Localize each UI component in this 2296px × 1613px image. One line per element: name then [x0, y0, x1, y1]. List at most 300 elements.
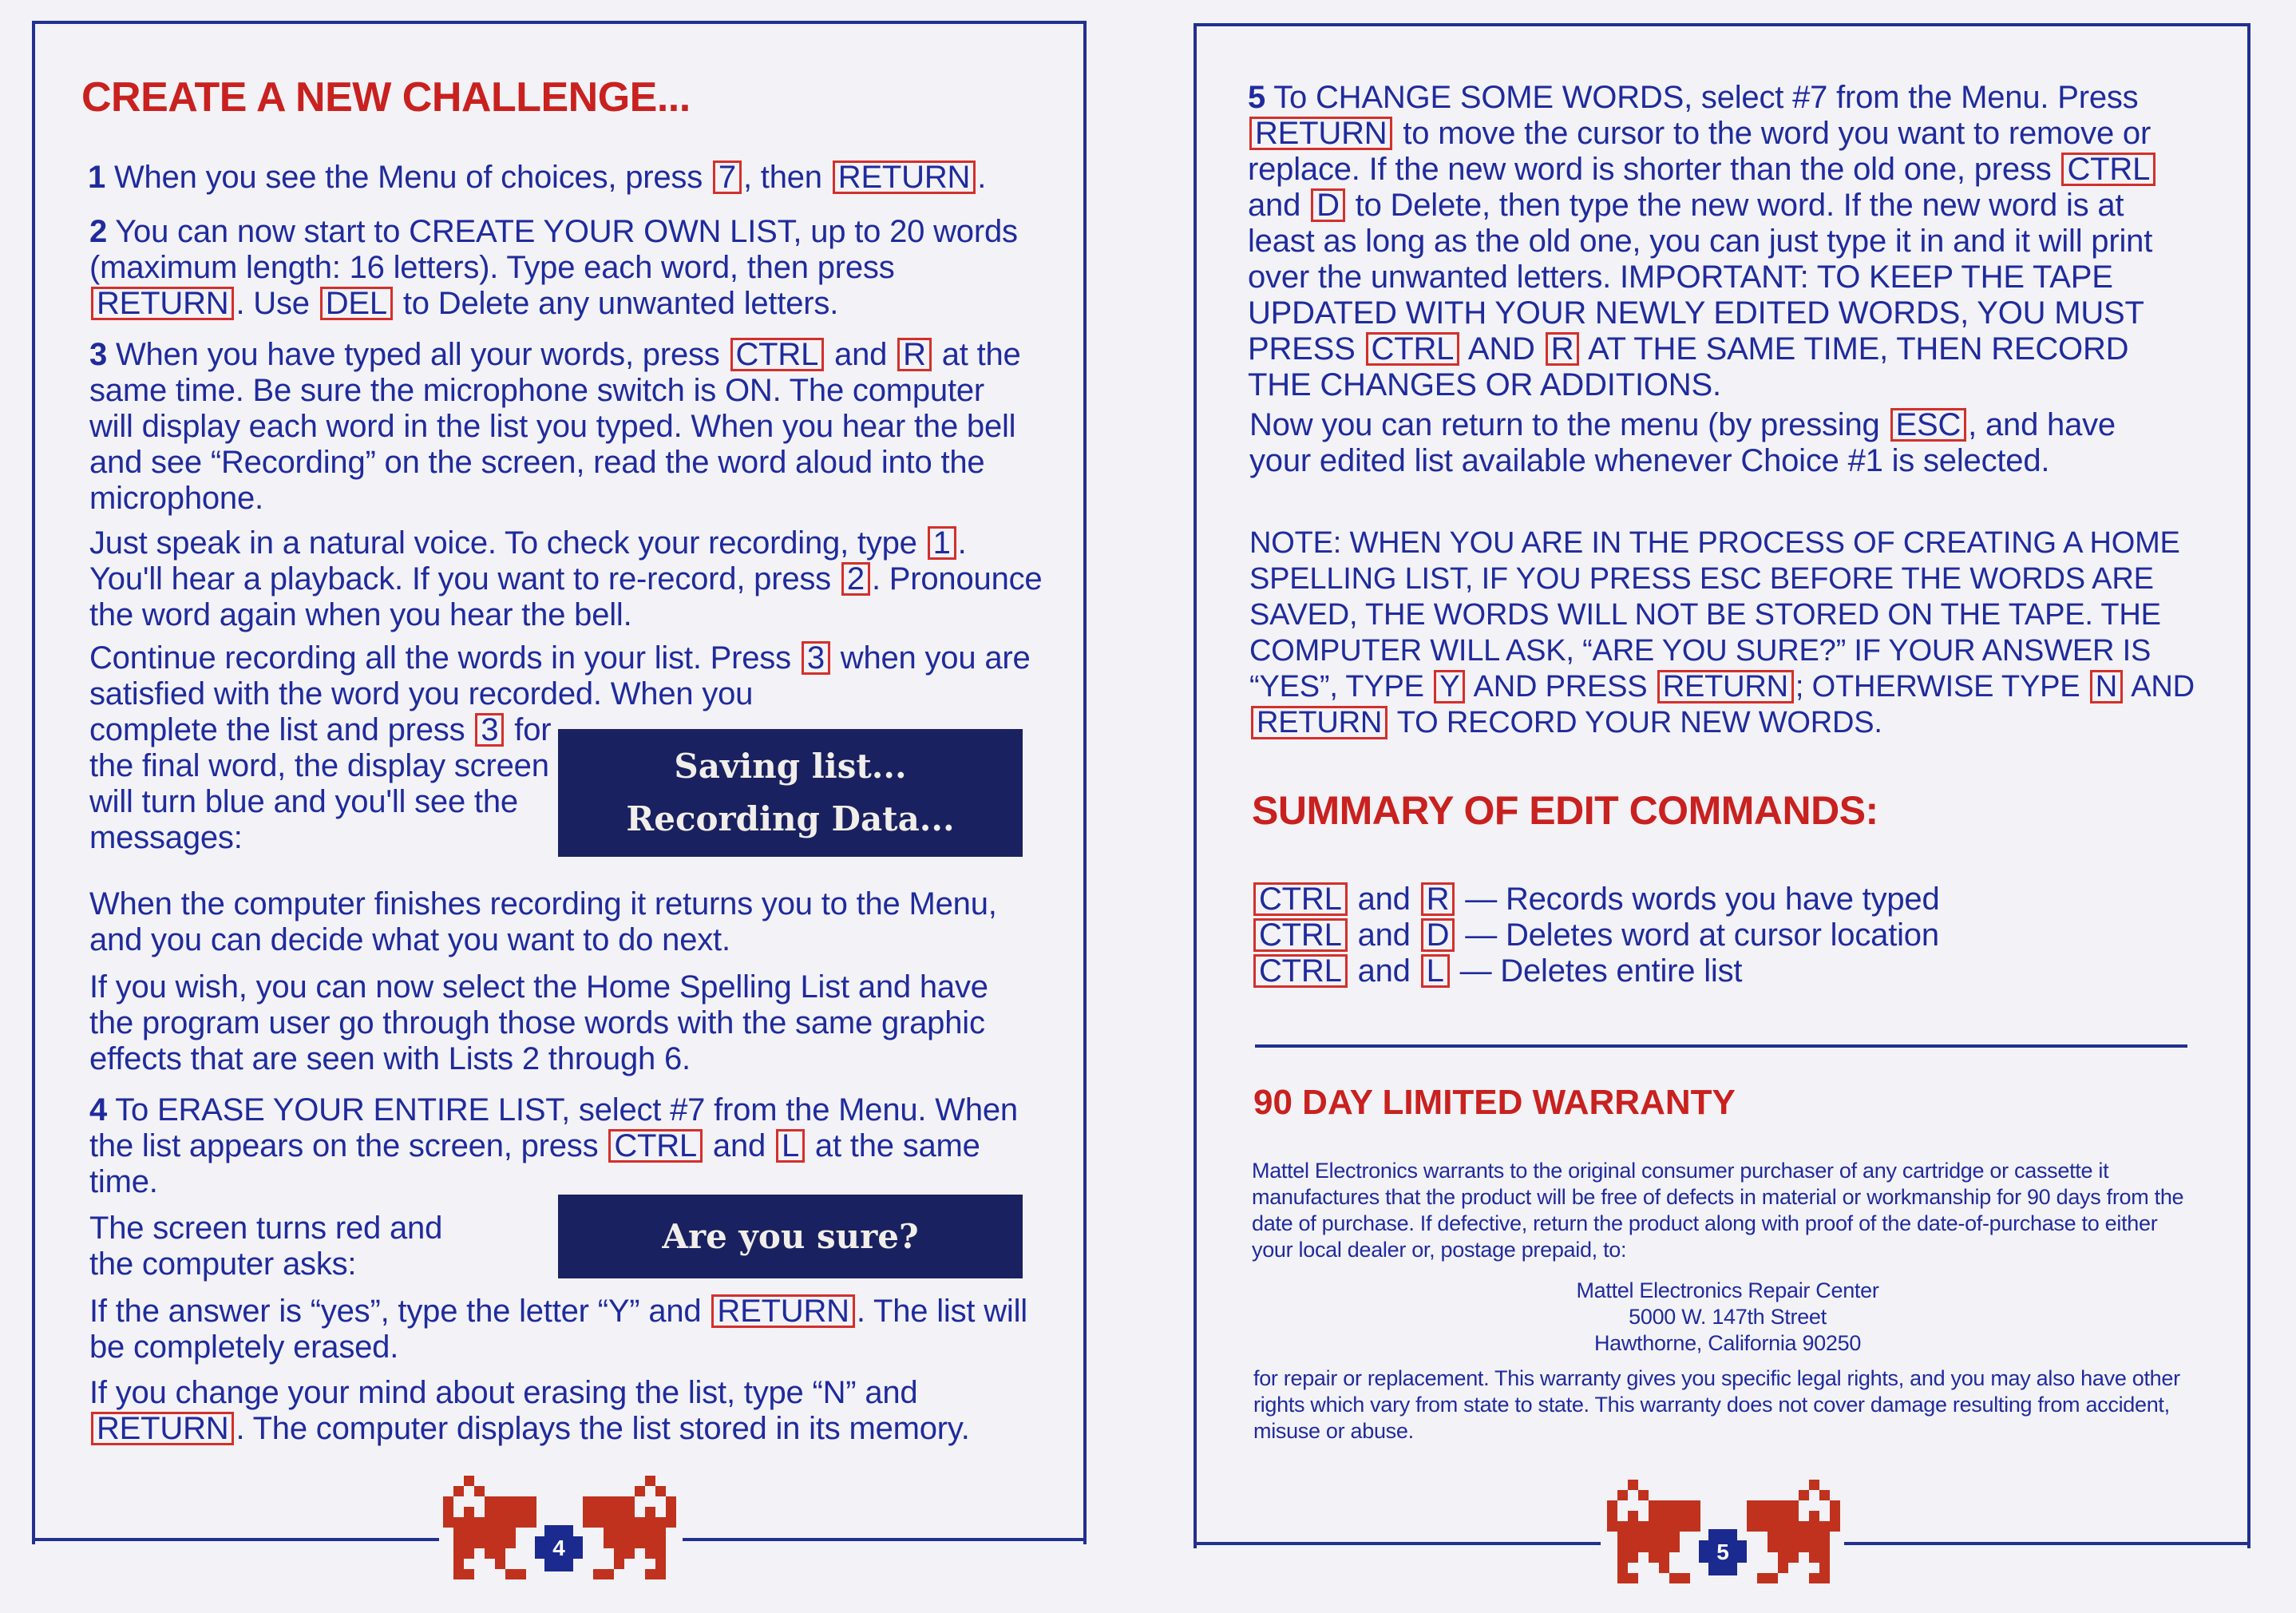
key-label: 3	[475, 713, 504, 747]
mascot-pixel	[495, 1548, 505, 1559]
text-run: If you wish, you can now select the Home Spelling List and have the program user go through those words with the same graphic effects that are seen with Lists 2 through 6.	[89, 969, 988, 1076]
text-run: When you see the Menu of choices, press	[105, 160, 711, 195]
mascot-pixel	[1768, 1500, 1778, 1511]
command-row	[1252, 882, 2130, 917]
footer-rule	[1844, 1542, 2247, 1545]
mascot-pixel	[1669, 1542, 1680, 1552]
mascot-pixel	[505, 1538, 516, 1548]
mascot-pixel	[485, 1538, 495, 1548]
mascot-pixel	[443, 1507, 453, 1517]
mascot-pixel	[485, 1528, 495, 1538]
mascot-pixel	[1659, 1532, 1669, 1542]
key-label: CTRL	[608, 1129, 703, 1163]
mascot-pixel	[1788, 1532, 1799, 1542]
text-run: Just speak in a natural voice. To check your recording, type	[89, 525, 926, 561]
mascot-pixel	[624, 1496, 635, 1507]
paragraph	[89, 1375, 1047, 1447]
mascot-pixel	[1788, 1500, 1799, 1511]
mascot-pixel	[1768, 1573, 1778, 1583]
warranty-heading: 90 DAY LIMITED WARRANTY	[1253, 1083, 1736, 1122]
mascot-pixel	[593, 1569, 604, 1579]
mascot-pixel	[1669, 1511, 1680, 1521]
mascot-pixel	[485, 1507, 495, 1517]
key-label: CTRL	[1366, 332, 1460, 366]
mascot-pixel	[1819, 1490, 1830, 1500]
text-run: AND	[2124, 670, 2195, 703]
mascot-pixel	[1669, 1521, 1680, 1532]
mascot-pixel	[655, 1538, 666, 1548]
key-label: D	[1421, 918, 1455, 952]
mascot-pixel	[593, 1517, 604, 1528]
mascot-pixel	[1799, 1490, 1809, 1500]
mascot-pixel	[453, 1517, 464, 1528]
cat-mascot-icon	[439, 1469, 679, 1589]
mascot-pixel	[1778, 1542, 1788, 1552]
mascot-pixel	[516, 1496, 526, 1507]
text-run: TO RECORD YOUR NEW WORDS.	[1389, 706, 1882, 739]
text-run: .	[977, 160, 987, 195]
mascot-pixel	[1778, 1500, 1788, 1511]
mascot-pixel	[516, 1507, 526, 1517]
key-label: L	[776, 1129, 805, 1163]
mascot-pixel	[1638, 1532, 1649, 1542]
mascot-pixel	[1659, 1552, 1669, 1563]
paragraph	[89, 1092, 1031, 1200]
key-label: RETURN	[1249, 117, 1392, 150]
text-run: to Delete, then type the new word. If the new word is at least as long as the old one, you can just type it in and it will print over the unwanted letters. IMPORTANT: TO KEEP THE TAPE UPDATED WITH YOUR NEWLY EDITED WORDS, YOU MUST PRESS	[1248, 188, 2153, 367]
mascot-pixel	[1809, 1542, 1819, 1552]
mascot-pixel	[1788, 1511, 1799, 1521]
footer-rule	[32, 1538, 439, 1541]
paragraph	[89, 1211, 489, 1282]
mascot-pixel	[1788, 1552, 1799, 1563]
warranty-body: Mattel Electronics warrants to the original consumer purchaser of any cartridge or cassette it manufactures that the product will be free of defects in material or workmanship for 90 days from the date of purchase. If defective, return the product along with proof of the date-of-purchase to either your local dealer or, postage prepaid, to:	[1252, 1159, 2184, 1262]
mascot-pixel	[1747, 1521, 1757, 1532]
mascot-pixel	[1747, 1500, 1757, 1511]
saving-line: Saving list...	[674, 747, 907, 786]
text-run: to Delete any unwanted letters.	[394, 286, 839, 321]
paragraph	[89, 712, 552, 856]
mascot-pixel	[1830, 1511, 1840, 1521]
mascot-pixel	[1788, 1542, 1799, 1552]
key-label: RETURN	[1657, 670, 1794, 703]
mascot-pixel	[516, 1517, 526, 1528]
are-you-sure-text: Are you sure?	[662, 1216, 919, 1256]
mascot-pixel	[453, 1528, 464, 1538]
key-label: 1	[928, 526, 956, 560]
text-run: , and have your edited list available whenever Choice #1 is selected.	[1249, 407, 2116, 478]
step-number: 5	[1248, 80, 1266, 115]
paragraph	[89, 886, 1031, 958]
mascot-pixel	[1638, 1542, 1649, 1552]
key-label: RETURN	[1251, 706, 1387, 739]
mascot-pixel	[1638, 1490, 1649, 1500]
key-label: ESC	[1890, 408, 1967, 442]
step-number: 4	[89, 1092, 108, 1128]
text-run: Now you can return to the menu (by pressing	[1249, 407, 1889, 442]
mascot-pixel	[1799, 1521, 1809, 1532]
page-number: 5	[1716, 1540, 1729, 1564]
text-run: ; OTHERWISE TYPE	[1795, 670, 2088, 703]
key-label: Y	[1434, 670, 1465, 703]
mascot-pixel	[1628, 1542, 1638, 1552]
mascot-pixel	[1669, 1500, 1680, 1511]
text-run: AT THE SAME TIME, THEN RECORD THE CHANGES OR ADDITIONS.	[1248, 331, 2129, 402]
text-run: at the same time.	[89, 1128, 980, 1199]
mascot-pixel	[464, 1476, 474, 1486]
command-row	[1252, 953, 2130, 989]
mascot-pixel	[495, 1559, 505, 1569]
mascot-pixel	[1659, 1500, 1669, 1511]
mascot-pixel	[593, 1507, 604, 1517]
mascot-pixel	[645, 1569, 655, 1579]
mascot-pixel	[526, 1507, 536, 1517]
page-number: 4	[552, 1536, 565, 1560]
mascot-pixel	[495, 1528, 505, 1538]
paragraph	[89, 525, 1047, 633]
text-run: . You'll hear a playback. If you want to re-record, press	[89, 525, 967, 596]
mascot-pixel	[505, 1528, 516, 1538]
text-run: The screen turns red and the computer asks:	[89, 1211, 443, 1282]
mascot-pixel	[1690, 1511, 1700, 1521]
address-line: Mattel Electronics Repair Center	[1576, 1278, 1879, 1302]
mascot-pixel	[583, 1496, 593, 1507]
summary-heading: SUMMARY OF EDIT COMMANDS:	[1252, 788, 1878, 833]
mascot-pixel	[645, 1548, 655, 1559]
mascot-pixel	[655, 1559, 666, 1569]
mascot-pixel	[1617, 1532, 1628, 1542]
key-label: 2	[841, 562, 870, 596]
mascot-pixel	[624, 1517, 635, 1528]
mascot-pixel	[1649, 1532, 1659, 1542]
mascot-pixel	[1690, 1500, 1700, 1511]
paragraph	[89, 337, 1031, 517]
key-label: 3	[802, 641, 830, 675]
mascot-pixel	[1819, 1542, 1830, 1552]
mascot-pixel	[1778, 1511, 1788, 1521]
mascot-pixel	[614, 1528, 624, 1538]
mascot-pixel	[495, 1517, 505, 1528]
mascot-pixel	[485, 1548, 495, 1559]
mascot-pixel	[645, 1528, 655, 1538]
mascot-pixel	[614, 1548, 624, 1559]
key-label: RETURN	[91, 1412, 234, 1445]
text-run: and	[825, 337, 897, 372]
paragraph	[89, 214, 1023, 322]
mascot-pixel	[624, 1538, 635, 1548]
mascot-pixel	[624, 1528, 635, 1538]
text-run: when you are satisfied with the word you recorded. When you	[89, 640, 1031, 711]
text-run: . Pronounce the word again when you hear the bell.	[89, 561, 1043, 632]
mascot-pixel	[624, 1507, 635, 1517]
mascot-pixel	[1757, 1500, 1768, 1511]
mascot-pixel	[1649, 1552, 1659, 1563]
text-run: — Deletes entire list	[1451, 953, 1743, 989]
mascot-pixel	[614, 1559, 624, 1569]
text-run: When the computer finishes recording it returns you to the Menu, and you can decide what you want to do next.	[89, 886, 997, 957]
mascot-pixel	[655, 1486, 666, 1496]
text-run: To ERASE YOUR ENTIRE LIST, select #7 from the Menu. When the list appears on the screen, press	[89, 1092, 1018, 1163]
mascot-pixel	[635, 1517, 645, 1528]
mascot-pixel	[474, 1486, 485, 1496]
mascot-pixel	[495, 1538, 505, 1548]
mascot-pixel	[1617, 1563, 1628, 1573]
key-label: CTRL	[1253, 954, 1348, 988]
paragraph	[88, 160, 1046, 196]
mascot-pixel	[1617, 1521, 1628, 1532]
key-label: DEL	[320, 287, 393, 320]
paragraph	[89, 969, 1031, 1077]
mascot-pixel	[635, 1528, 645, 1538]
mascot-pixel	[495, 1507, 505, 1517]
mascot-pixel	[1649, 1511, 1659, 1521]
mascot-pixel	[593, 1496, 604, 1507]
mascot-pixel	[1768, 1542, 1778, 1552]
mascot-pixel	[1669, 1532, 1680, 1542]
mascot-pixel	[666, 1507, 676, 1517]
confirm-screen-message	[558, 1195, 1023, 1278]
text-run: If you change your mind about erasing the list, type “N” and	[89, 1375, 918, 1410]
mascot-pixel	[526, 1517, 536, 1528]
text-run: . The computer displays the list stored in its memory.	[236, 1411, 970, 1446]
mascot-pixel	[1649, 1500, 1659, 1511]
mascot-pixel	[1819, 1521, 1830, 1532]
mascot-pixel	[1617, 1542, 1628, 1552]
mascot-pixel	[474, 1538, 485, 1548]
recording-line: Recording Data...	[626, 799, 955, 838]
key-label: RETURN	[91, 287, 234, 320]
mascot-pixel	[645, 1538, 655, 1548]
mascot-pixel	[1628, 1521, 1638, 1532]
mascot-pixel	[1628, 1480, 1638, 1490]
mascot-pixel	[1690, 1521, 1700, 1532]
mascot-pixel	[604, 1528, 614, 1538]
step-number: 2	[89, 214, 108, 249]
mascot-pixel	[1757, 1573, 1768, 1583]
mascot-pixel	[1747, 1511, 1757, 1521]
mascot-pixel	[604, 1538, 614, 1548]
text-run: and	[1348, 953, 1419, 989]
mascot-pixel	[1638, 1521, 1649, 1532]
mascot-pixel	[464, 1569, 474, 1579]
mascot-pixel	[1809, 1552, 1819, 1563]
mascot-pixel	[1809, 1511, 1819, 1521]
mascot-pixel	[485, 1517, 495, 1528]
mascot-pixel	[443, 1496, 453, 1507]
mascot-pixel	[1819, 1573, 1830, 1583]
step-number: 1	[88, 160, 106, 195]
mascot-pixel	[655, 1548, 666, 1559]
mascot-pixel	[655, 1569, 666, 1579]
step-number: 3	[89, 337, 108, 372]
mascot-pixel	[526, 1496, 536, 1507]
mascot-pixel	[1607, 1511, 1617, 1521]
mascot-pixel	[624, 1548, 635, 1559]
text-run: NOTE: WHEN YOU ARE IN THE PROCESS OF CREATING A HOME SPELLING LIST, IF YOU PRESS ESC BEFORE THE WORDS ARE SAVED, THE WORDS WILL NOT BE STORED ON THE TAPE. THE COMPUTER WILL ASK, “ARE YOU SURE?” IF YOUR ANSWER IS “YES”, TYPE	[1249, 526, 2180, 703]
mascot-pixel	[1607, 1500, 1617, 1511]
mascot-pixel	[614, 1517, 624, 1528]
mascot-pixel	[1830, 1521, 1840, 1532]
text-run: AND PRESS	[1467, 670, 1656, 703]
command-row	[1252, 917, 2130, 953]
mascot-pixel	[453, 1559, 464, 1569]
mascot-pixel	[645, 1507, 655, 1517]
mascot-pixel	[1659, 1521, 1669, 1532]
mascot-pixel	[453, 1569, 464, 1579]
mascot-pixel	[604, 1517, 614, 1528]
mascot-pixel	[604, 1507, 614, 1517]
mascot-pixel	[453, 1538, 464, 1548]
mascot-pixel	[1680, 1500, 1690, 1511]
key-label: CTRL	[1253, 882, 1348, 916]
mascot-pixel	[464, 1528, 474, 1538]
mascot-pixel	[1809, 1521, 1819, 1532]
mascot-pixel	[1819, 1552, 1830, 1563]
mascot-pixel	[666, 1496, 676, 1507]
mascot-pixel	[1819, 1563, 1830, 1573]
mascot-pixel	[464, 1507, 474, 1517]
text-run: and	[1348, 882, 1419, 917]
text-run: and	[703, 1128, 774, 1163]
section-divider	[1255, 1044, 2187, 1048]
text-run: to move the cursor to the word you want to remove or replace. If the new word is shorter than the old one, press	[1248, 116, 2152, 187]
mascot-pixel	[1617, 1573, 1628, 1583]
key-label: RETURN	[711, 1294, 854, 1328]
mascot-pixel	[666, 1517, 676, 1528]
mascot-pixel	[1757, 1511, 1768, 1521]
mascot-pixel	[1680, 1573, 1690, 1583]
mascot-pixel	[453, 1486, 464, 1496]
text-run: You can now start to CREATE YOUR OWN LIST, up to 20 words (maximum length: 16 letters). Type each word, then press	[89, 214, 1018, 285]
mascot-pixel	[645, 1517, 655, 1528]
mascot-pixel	[1607, 1521, 1617, 1532]
text-run: and	[1248, 188, 1310, 223]
mascot-pixel	[1628, 1511, 1638, 1521]
mascot-pixel	[464, 1517, 474, 1528]
cat-mascot-icon	[1603, 1473, 1843, 1593]
mascot-pixel	[1768, 1521, 1778, 1532]
text-run: When you have typed all your words, press	[107, 337, 729, 372]
address-line: Hawthorne, California 90250	[1593, 1331, 1862, 1355]
mascot-pixel	[1659, 1511, 1669, 1521]
mascot-pixel	[443, 1517, 453, 1528]
key-label: L	[1421, 954, 1450, 988]
text-run: Continue recording all the words in your list. Press	[89, 640, 800, 676]
mascot-pixel	[583, 1507, 593, 1517]
paragraph	[89, 640, 1031, 712]
saving-screen-message	[558, 729, 1023, 857]
text-run: complete the list and press	[89, 712, 474, 747]
mascot-pixel	[1680, 1511, 1690, 1521]
mascot-pixel	[1799, 1542, 1809, 1552]
paragraph	[1249, 525, 2199, 741]
mascot-pixel	[1778, 1552, 1788, 1563]
paragraph	[1249, 407, 2167, 479]
mascot-pixel	[1809, 1480, 1819, 1490]
footer-rule	[1194, 1542, 1601, 1545]
text-run: . The list will be completely erased.	[89, 1294, 1027, 1365]
text-run: and	[1348, 917, 1419, 953]
mascot-pixel	[495, 1496, 505, 1507]
key-label: RETURN	[833, 161, 976, 194]
footer-rule	[683, 1538, 1083, 1541]
mascot-pixel	[453, 1548, 464, 1559]
mascot-pixel	[1757, 1521, 1768, 1532]
mascot-pixel	[614, 1496, 624, 1507]
mascot-pixel	[635, 1486, 645, 1496]
mascot-pixel	[1830, 1500, 1840, 1511]
mascot-pixel	[1649, 1521, 1659, 1532]
mascot-pixel	[635, 1538, 645, 1548]
mascot-pixel	[1659, 1563, 1669, 1573]
mascot-pixel	[655, 1517, 666, 1528]
mascot-pixel	[604, 1569, 614, 1579]
mascot-pixel	[505, 1569, 516, 1579]
mascot-pixel	[1669, 1573, 1680, 1583]
text-run: To CHANGE SOME WORDS, select #7 from the Menu. Press	[1265, 80, 2139, 115]
mascot-pixel	[604, 1496, 614, 1507]
mascot-pixel	[1659, 1542, 1669, 1552]
address-line: 5000 W. 147th Street	[1629, 1305, 1827, 1329]
mascot-pixel	[1768, 1532, 1778, 1542]
mascot-pixel	[474, 1528, 485, 1538]
text-run: , then	[742, 160, 831, 195]
text-run: . Use	[236, 286, 319, 321]
warranty-body: for repair or replacement. This warranty gives you specific legal rights, and you may also have other rights which vary from state to state. This warranty does not cover damage resulting from accident, misuse or abuse.	[1253, 1366, 2180, 1443]
key-label: N	[2090, 670, 2123, 703]
mascot-pixel	[614, 1538, 624, 1548]
mascot-pixel	[1628, 1573, 1638, 1583]
mascot-pixel	[645, 1476, 655, 1486]
key-label: CTRL	[2061, 153, 2155, 186]
mascot-pixel	[1778, 1521, 1788, 1532]
paragraph	[1248, 80, 2198, 403]
mascot-pixel	[505, 1507, 516, 1517]
key-label: D	[1311, 188, 1345, 222]
mascot-pixel	[1628, 1532, 1638, 1542]
text-run: for the final word, the display screen will turn blue and you'll see the messages:	[89, 712, 552, 855]
key-label: 7	[713, 161, 742, 194]
key-label: CTRL	[730, 338, 825, 371]
mascot-pixel	[1617, 1552, 1628, 1563]
mascot-pixel	[464, 1538, 474, 1548]
mascot-pixel	[1778, 1532, 1788, 1542]
mascot-pixel	[1768, 1511, 1778, 1521]
key-label: R	[897, 338, 932, 371]
mascot-pixel	[583, 1517, 593, 1528]
text-run: — Records words you have typed	[1456, 882, 1940, 917]
mascot-pixel	[474, 1517, 485, 1528]
page-title: CREATE A NEW CHALLENGE...	[81, 74, 691, 121]
mascot-pixel	[1799, 1532, 1809, 1542]
mascot-pixel	[505, 1517, 516, 1528]
text-run: AND	[1461, 331, 1544, 367]
mascot-pixel	[614, 1507, 624, 1517]
mascot-pixel	[1649, 1542, 1659, 1552]
repair-center-address	[1488, 1278, 1967, 1357]
mascot-pixel	[1628, 1552, 1638, 1563]
key-label: R	[1421, 882, 1455, 916]
text-run: at the same time. Be sure the microphone switch is ON. The computer will display each word in the list you typed. When you hear the bell and see “Recording” on the screen, read the word aloud into the microphone.	[89, 337, 1021, 516]
mascot-pixel	[1788, 1521, 1799, 1532]
mascot-pixel	[485, 1496, 495, 1507]
mascot-pixel	[464, 1548, 474, 1559]
text-run: If the answer is “yes”, type the letter “Y” and	[89, 1294, 711, 1329]
mascot-pixel	[1819, 1532, 1830, 1542]
key-label: R	[1546, 332, 1580, 366]
mascot-pixel	[1680, 1521, 1690, 1532]
mascot-pixel	[1809, 1573, 1819, 1583]
